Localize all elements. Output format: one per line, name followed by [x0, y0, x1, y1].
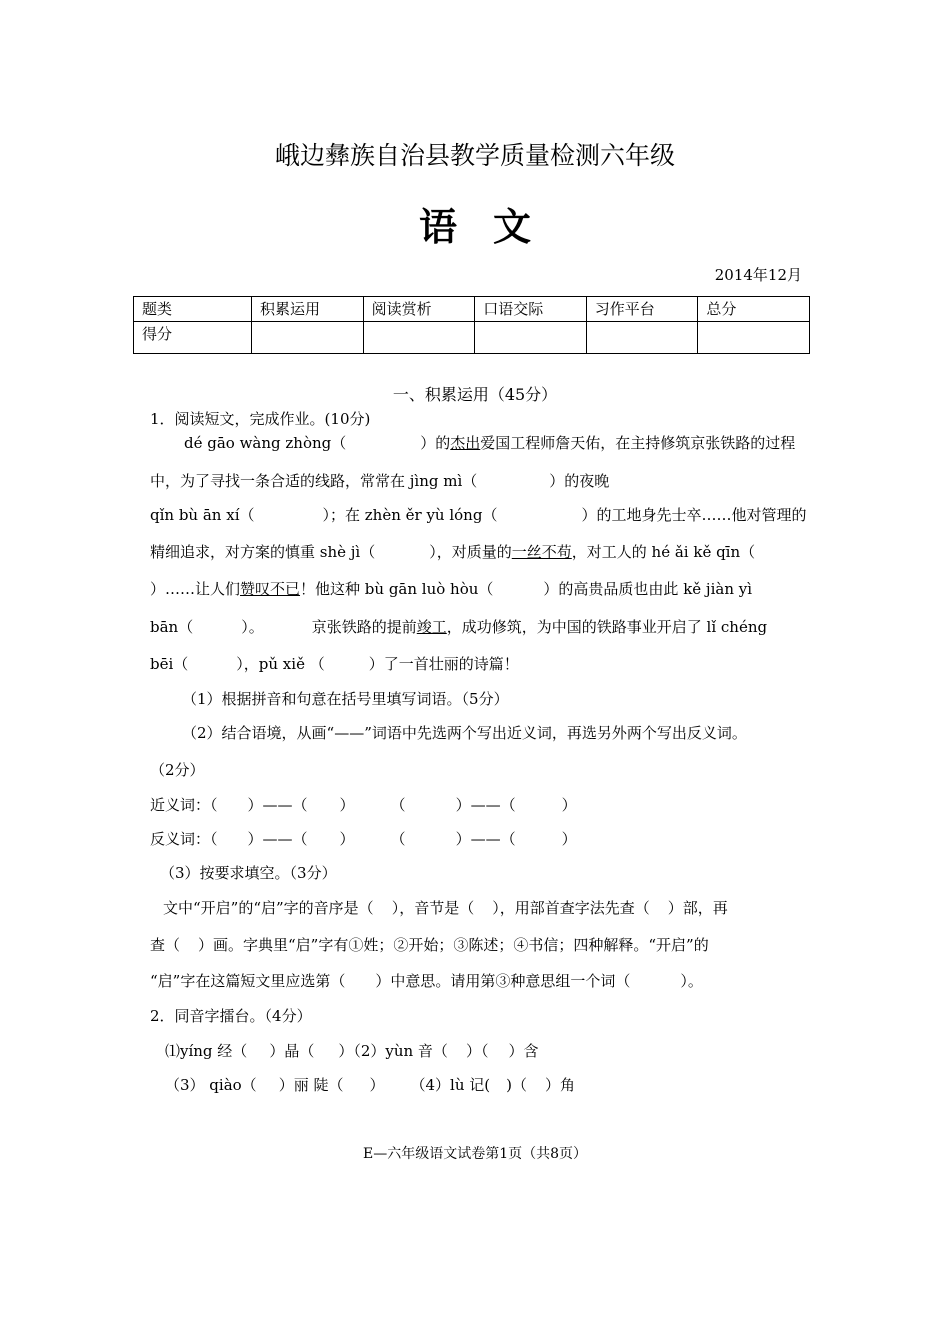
- page-footer: E—六年级语文试卷第1页（共8页）: [362, 1146, 588, 1162]
- synonym-row: 近义词：（ ）——（ ） （ ）——（ ）: [150, 796, 577, 814]
- header-cell: 积累运用: [252, 297, 364, 322]
- underlined-word: 竣工: [416, 618, 447, 636]
- underlined-word: 赞叹不已: [240, 580, 301, 598]
- score-cell[interactable]: [363, 322, 475, 354]
- exam-subtitle: 峨边彝族自治县教学质量检测六年级: [274, 141, 675, 170]
- sub3-line-3: “启”字在这篇短文里应选第（ ）中意思。请用第③种意思组一个词（ ）。: [150, 972, 703, 990]
- header-cell: 阅读赏析: [363, 297, 475, 322]
- passage-line-6: bān（ ）。 京张铁路的提前竣工，成功修筑，为中国的铁路事业开启了 lǐ chéng: [150, 618, 768, 636]
- q1-heading: 1．阅读短文，完成作业。(10分): [150, 410, 371, 428]
- score-cell[interactable]: [252, 322, 364, 354]
- underlined-word: 杰出: [450, 434, 481, 452]
- score-table: [133, 296, 810, 354]
- passage-line-3: qǐn bù ān xí（ ）；在 zhèn ěr yù lóng（ ）的工地身先士卒……他对管理的: [150, 506, 807, 524]
- q2-line-1: ⑴yíng 经（ ）晶（ ）（2）yùn 音（ ）（ ）含: [165, 1042, 539, 1060]
- passage-line-7: bēi（ ），pǔ xiě （ ）了一首壮丽的诗篇！: [150, 655, 519, 673]
- passage-line-1: dé gāo wàng zhòng（ ）的杰出爱国工程师詹天佑，在主持修筑京张铁路的过程: [184, 434, 796, 452]
- passage-line-2: 中，为了寻找一条合适的线路，常常在 jìng mì（ ）的夜晚: [150, 472, 610, 490]
- header-cell: 习作平台: [586, 297, 698, 322]
- passage-line-5: ）……让人们赞叹不已！他这种 bù gān luò hòu（ ）的高贵品质也由此 kě jiàn yì: [150, 580, 753, 598]
- q1-sub3: （3）按要求填空。（3分）: [160, 864, 337, 882]
- exam-title: 语文: [418, 205, 567, 249]
- score-cell[interactable]: [475, 322, 587, 354]
- antonym-row: 反义词：（ ）——（ ） （ ）——（ ）: [150, 830, 577, 848]
- sub3-line-2: 查（ ）画。字典里“启”字有①姓；②开始；③陈述；④书信；四种解释。“开启”的: [150, 936, 709, 954]
- exam-date: 2014年12月: [714, 266, 802, 284]
- score-table-header-row: [134, 297, 810, 322]
- score-cell[interactable]: [586, 322, 698, 354]
- header-cell: 口语交际: [475, 297, 587, 322]
- row-label: 得分: [134, 322, 252, 354]
- q2-line-2: （3） qiào（ ）丽 陡（ ） （4）lù 记( )（ ）角: [165, 1076, 575, 1094]
- q1-sub2-points: （2分）: [150, 761, 205, 779]
- q2-heading: 2．同音字擂台。（4分）: [150, 1007, 312, 1025]
- section-title: 一、积累运用（45分）: [392, 385, 558, 404]
- score-cell[interactable]: [698, 322, 810, 354]
- q1-sub2: （2）结合语境，从画“——”词语中先选两个写出近义词，再选另外两个写出反义词。: [182, 724, 747, 742]
- sub3-line-1: 文中“开启”的“启”字的音序是（ ），音节是（ ），用部首查字法先查（ ）部，再: [163, 899, 728, 917]
- passage-line-4: 精细追求，对方案的慎重 shè jì（ ），对质量的一丝不苟，对工人的 hé ǎi kě qīn（: [150, 543, 756, 561]
- q1-sub1: （1）根据拼音和句意在括号里填写词语。（5分）: [182, 690, 509, 708]
- header-cell: 总分: [698, 297, 810, 322]
- header-cell: 题类: [134, 297, 252, 322]
- underlined-word: 一丝不苟: [511, 543, 572, 561]
- score-table-score-row: [134, 322, 810, 354]
